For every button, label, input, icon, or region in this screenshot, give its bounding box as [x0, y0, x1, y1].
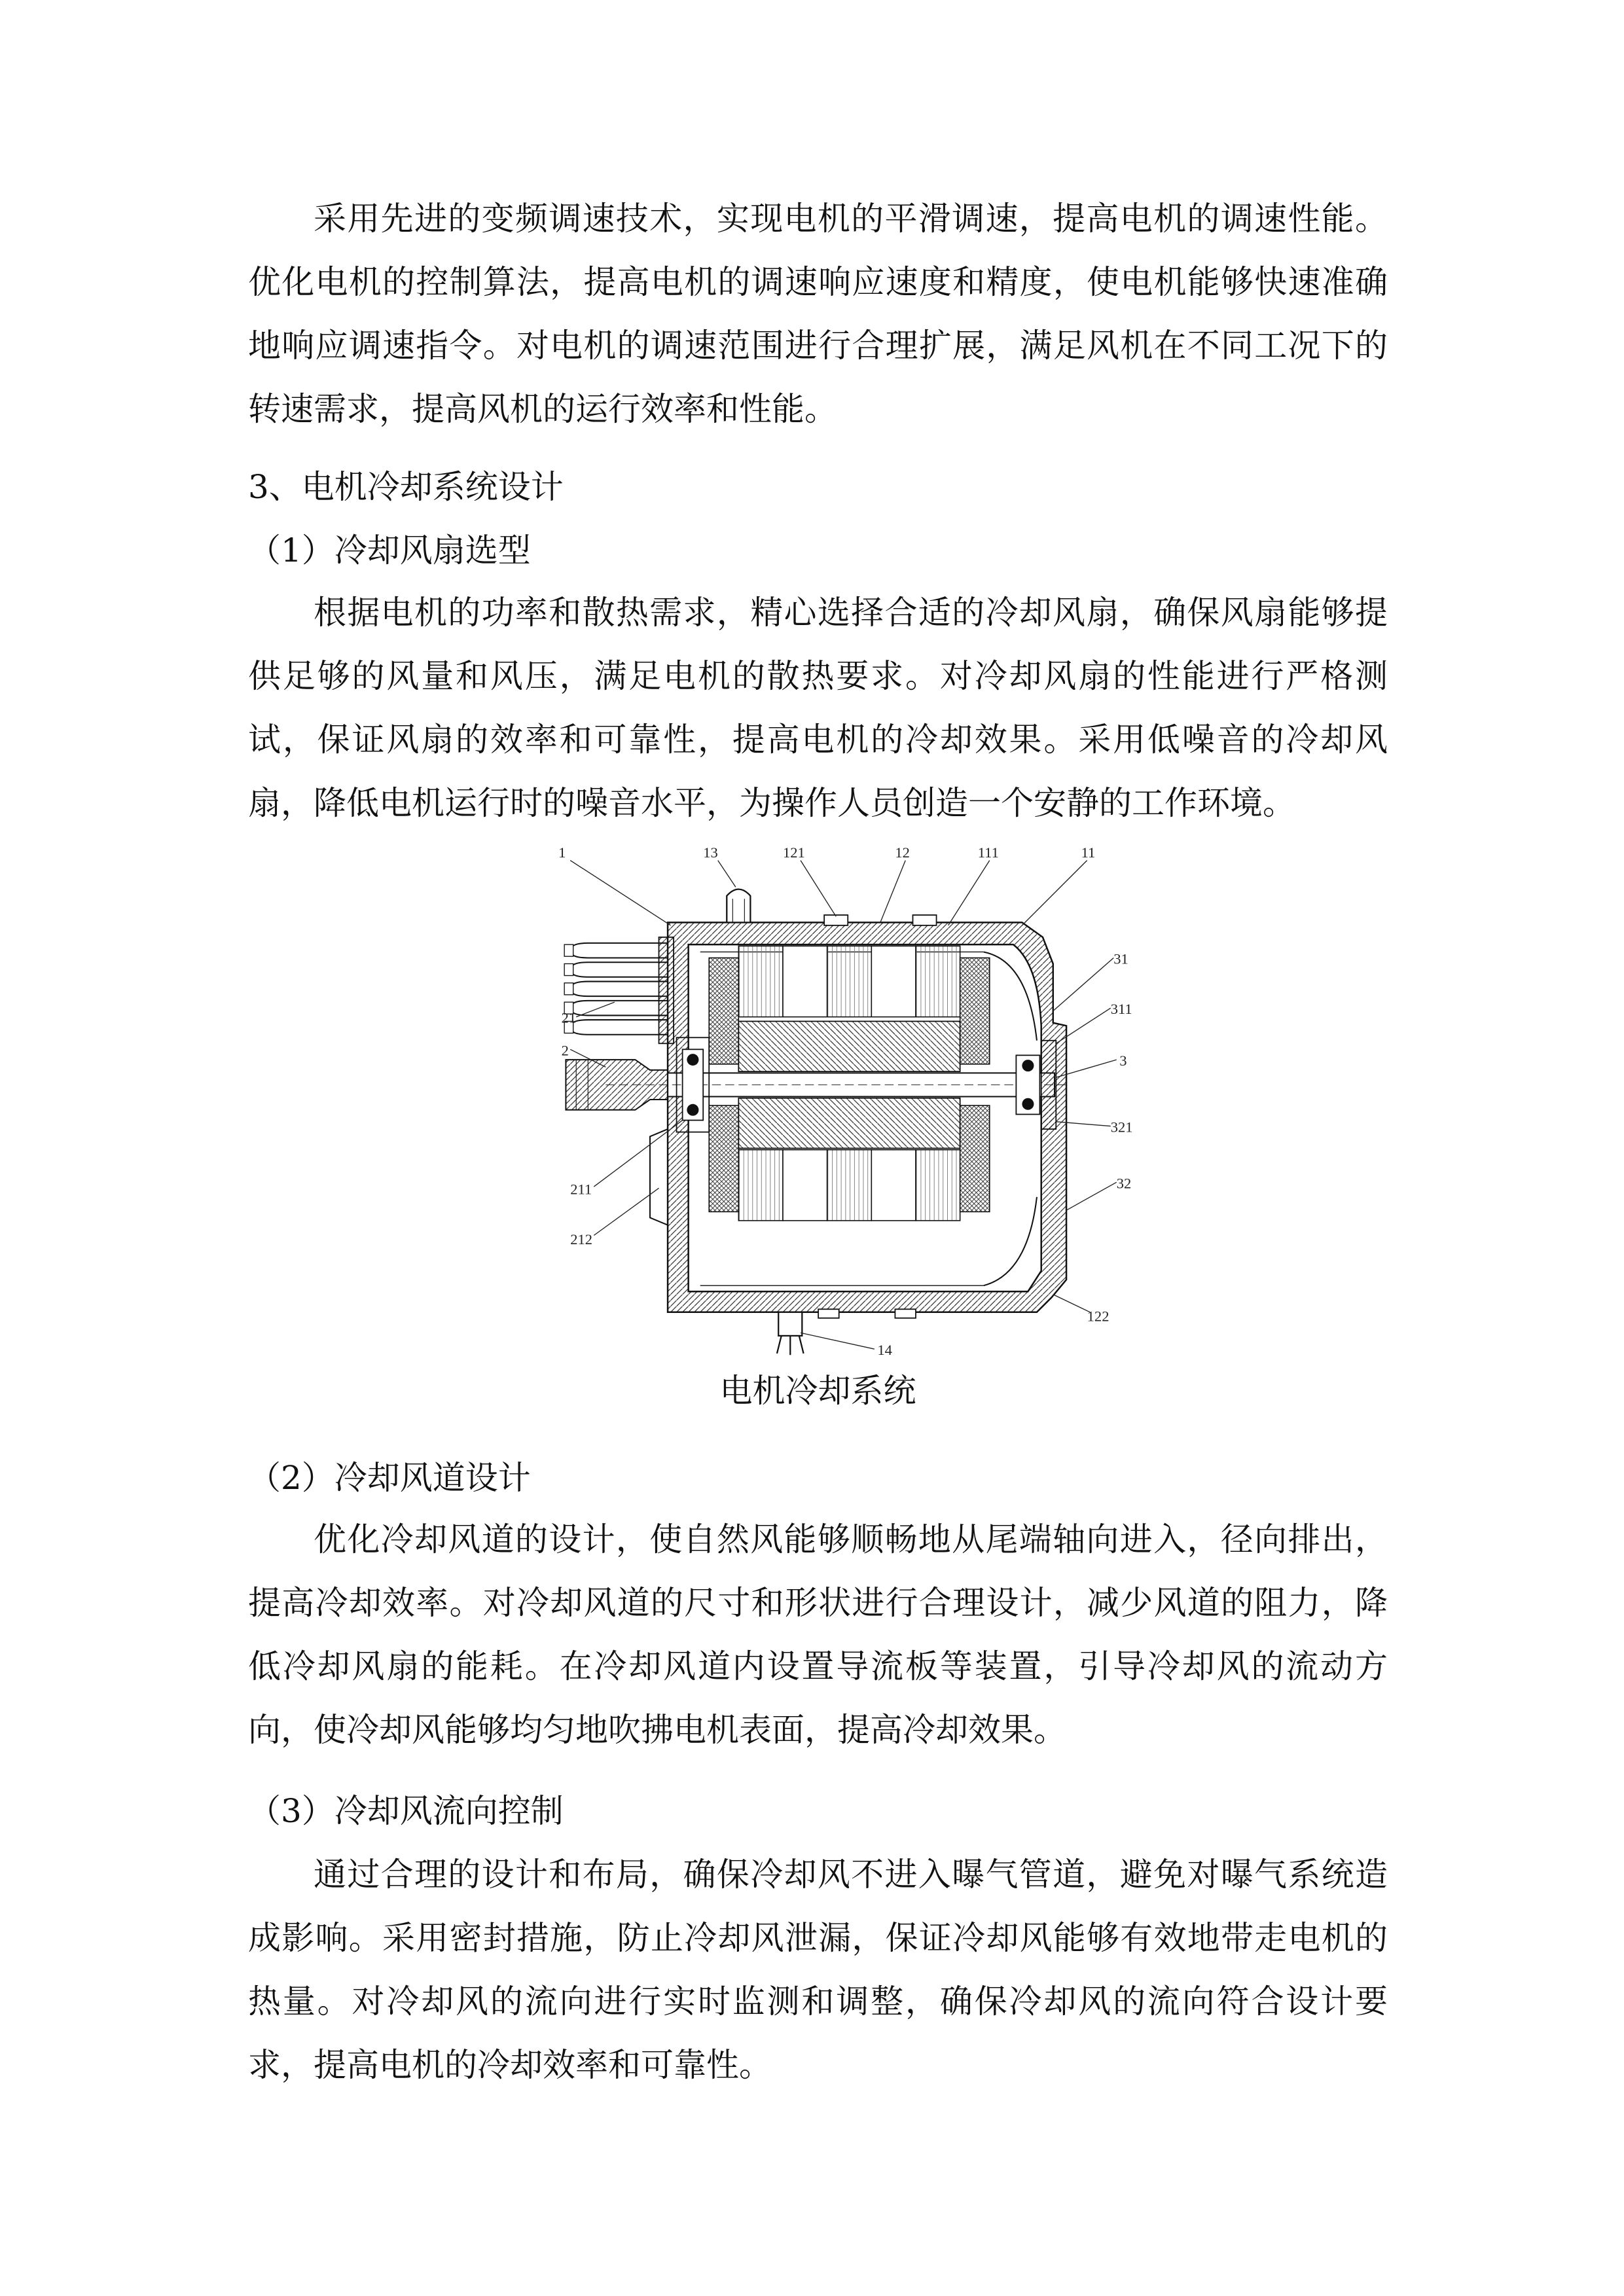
- section-heading: 3、电机冷却系统设计: [248, 468, 564, 506]
- bearing-ball: [687, 1104, 698, 1116]
- paragraph-line: 采用先进的变频调速技术，实现电机的平滑调速，提高电机的调速性能。: [314, 200, 1388, 238]
- paragraph-line: 向，使冷却风能够均匀地吹拂电机表面，提高冷却效果。: [248, 1711, 1066, 1749]
- leader-line: [1022, 861, 1087, 925]
- stator-segment: [916, 1150, 960, 1221]
- leader-line: [801, 861, 836, 917]
- paragraph-line: 转速需求，提高风机的运行效率和性能。: [248, 390, 837, 428]
- paragraph-line: 成影响。采用密封措施，防止冷却风泄漏，保证冷却风能够有效地带走电机的: [248, 1919, 1388, 1957]
- leader-line: [1066, 1182, 1117, 1210]
- cable-gland: [659, 937, 674, 1043]
- part-label: 12: [895, 844, 910, 861]
- leader-line: [1053, 958, 1113, 1011]
- leader-line: [576, 1002, 615, 1017]
- paragraph-line: 提高冷却效率。对冷却风道的尺寸和形状进行合理设计，减少风道的阻力，降: [248, 1584, 1388, 1622]
- power-cable: [570, 982, 668, 997]
- leader-line: [570, 861, 670, 925]
- power-cable: [570, 962, 668, 977]
- paragraph-line: 供足够的风量和风压，满足电机的散热要求。对冷却风扇的性能进行严格测: [248, 657, 1388, 695]
- stator-segment: [827, 946, 872, 1016]
- part-label: 321: [1110, 1119, 1133, 1136]
- bottom-cooling-channel: [895, 1309, 916, 1318]
- subsection-2-paragraph: [248, 1508, 1388, 1762]
- part-label: 13: [703, 844, 718, 861]
- paragraph-line: 根据电机的功率和散热需求，精心选择合适的冷却风扇，确保风扇能够提: [314, 594, 1388, 632]
- part-label: 11: [1081, 844, 1096, 861]
- subsection-heading: （2）冷却风道设计: [248, 1459, 531, 1497]
- motor-cooling-diagram: [547, 834, 1152, 1365]
- bottom-nozzle-fork: [777, 1336, 804, 1355]
- stator-segment: [916, 946, 960, 1016]
- subsection-heading: （3）冷却风流向控制: [248, 1792, 564, 1830]
- intro-paragraph: [248, 187, 1388, 441]
- lower-left-flange: [650, 1129, 668, 1225]
- section-heading-block: [248, 456, 1388, 519]
- part-label: 311: [1110, 1001, 1132, 1018]
- stator-segment: [783, 946, 827, 1016]
- leader-line: [801, 1333, 875, 1349]
- bearing-ball: [1022, 1098, 1034, 1110]
- paragraph-line: 低冷却风扇的能耗。在冷却风道内设置导流板等装置，引导冷却风的流动方: [248, 1647, 1388, 1685]
- cable-terminal: [564, 983, 573, 995]
- part-label: 1: [558, 844, 566, 861]
- top-cooling-channel: [912, 915, 936, 925]
- winding-end-turn: [709, 958, 738, 1064]
- bearing-ball: [687, 1054, 698, 1066]
- leader-line: [880, 861, 905, 923]
- bearing-ball: [1022, 1060, 1034, 1071]
- cable-terminal: [564, 944, 573, 956]
- top-cooling-channel: [824, 915, 848, 925]
- stator-segment: [871, 946, 916, 1016]
- winding-end-turn: [960, 958, 990, 1064]
- figure-caption-block: [248, 1359, 1388, 1423]
- part-label: 14: [877, 1342, 892, 1359]
- figure-caption: 电机冷却系统: [719, 1372, 916, 1410]
- power-cable: [570, 1020, 668, 1035]
- leader-line: [1053, 1295, 1090, 1312]
- subsection-2-heading-block: [248, 1446, 1388, 1510]
- part-label: 21: [561, 1009, 577, 1026]
- part-label: 122: [1087, 1308, 1110, 1325]
- top-nozzle: [727, 889, 750, 923]
- power-cable: [570, 943, 668, 958]
- shaft-output-end: [566, 1060, 668, 1110]
- part-label: 2: [561, 1042, 569, 1059]
- part-label: 121: [783, 844, 805, 861]
- paragraph-line: 试，保证风扇的效率和可靠性，提高电机的冷却效果。采用低噪音的冷却风: [248, 721, 1388, 759]
- leader-line: [718, 861, 736, 888]
- part-label: 212: [570, 1231, 593, 1248]
- stator-segment: [871, 1150, 916, 1221]
- subsection-1-paragraph: [248, 581, 1388, 835]
- part-label: 3: [1119, 1052, 1127, 1069]
- stator-segment: [827, 1150, 872, 1221]
- bottom-nozzle: [778, 1312, 802, 1336]
- part-label: 32: [1116, 1175, 1132, 1192]
- paragraph-line: 扇，降低电机运行时的噪音水平，为操作人员创造一个安静的工作环境。: [248, 784, 1295, 822]
- fan-shroud-bottom: [984, 1197, 1037, 1285]
- cable-terminal: [564, 963, 573, 975]
- rotor-core: [738, 1098, 960, 1149]
- paragraph-line: 地响应调速指令。对电机的调速范围进行合理扩展，满足风机在不同工况下的: [248, 327, 1388, 365]
- paragraph-line: 优化电机的控制算法，提高电机的调速响应速度和精度，使电机能够快速准确: [248, 263, 1388, 301]
- stator-segment: [738, 1150, 783, 1221]
- winding-end-turn: [709, 1105, 738, 1211]
- part-label: 211: [570, 1181, 592, 1198]
- rotor-core: [738, 1021, 960, 1071]
- subsection-heading: （1）冷却风扇选型: [248, 531, 531, 569]
- paragraph-line: 优化冷却风道的设计，使自然风能够顺畅地从尾端轴向进入，径向排出，: [314, 1520, 1388, 1558]
- part-label: 31: [1113, 950, 1128, 967]
- part-label: 111: [977, 844, 999, 861]
- paragraph-line: 求，提高电机的冷却效率和可靠性。: [248, 2046, 772, 2084]
- paragraph-line: 热量。对冷却风的流向进行实时监测和调整，确保冷却风的流向符合设计要: [248, 1982, 1388, 2020]
- bottom-cooling-channel: [818, 1309, 839, 1318]
- subsection-3-paragraph: [248, 1843, 1388, 2097]
- leader-line: [594, 1188, 659, 1235]
- stator-segment: [783, 1150, 827, 1221]
- stator-segment: [738, 946, 783, 1016]
- winding-end-turn: [960, 1105, 990, 1211]
- subsection-3-heading-block: [248, 1780, 1388, 1843]
- right-end-cap: [1041, 1041, 1056, 1129]
- leader-line: [948, 861, 990, 925]
- paragraph-line: 通过合理的设计和布局，确保冷却风不进入曝气管道，避免对曝气系统造: [314, 1856, 1388, 1893]
- subsection-1-heading-block: [248, 519, 1388, 583]
